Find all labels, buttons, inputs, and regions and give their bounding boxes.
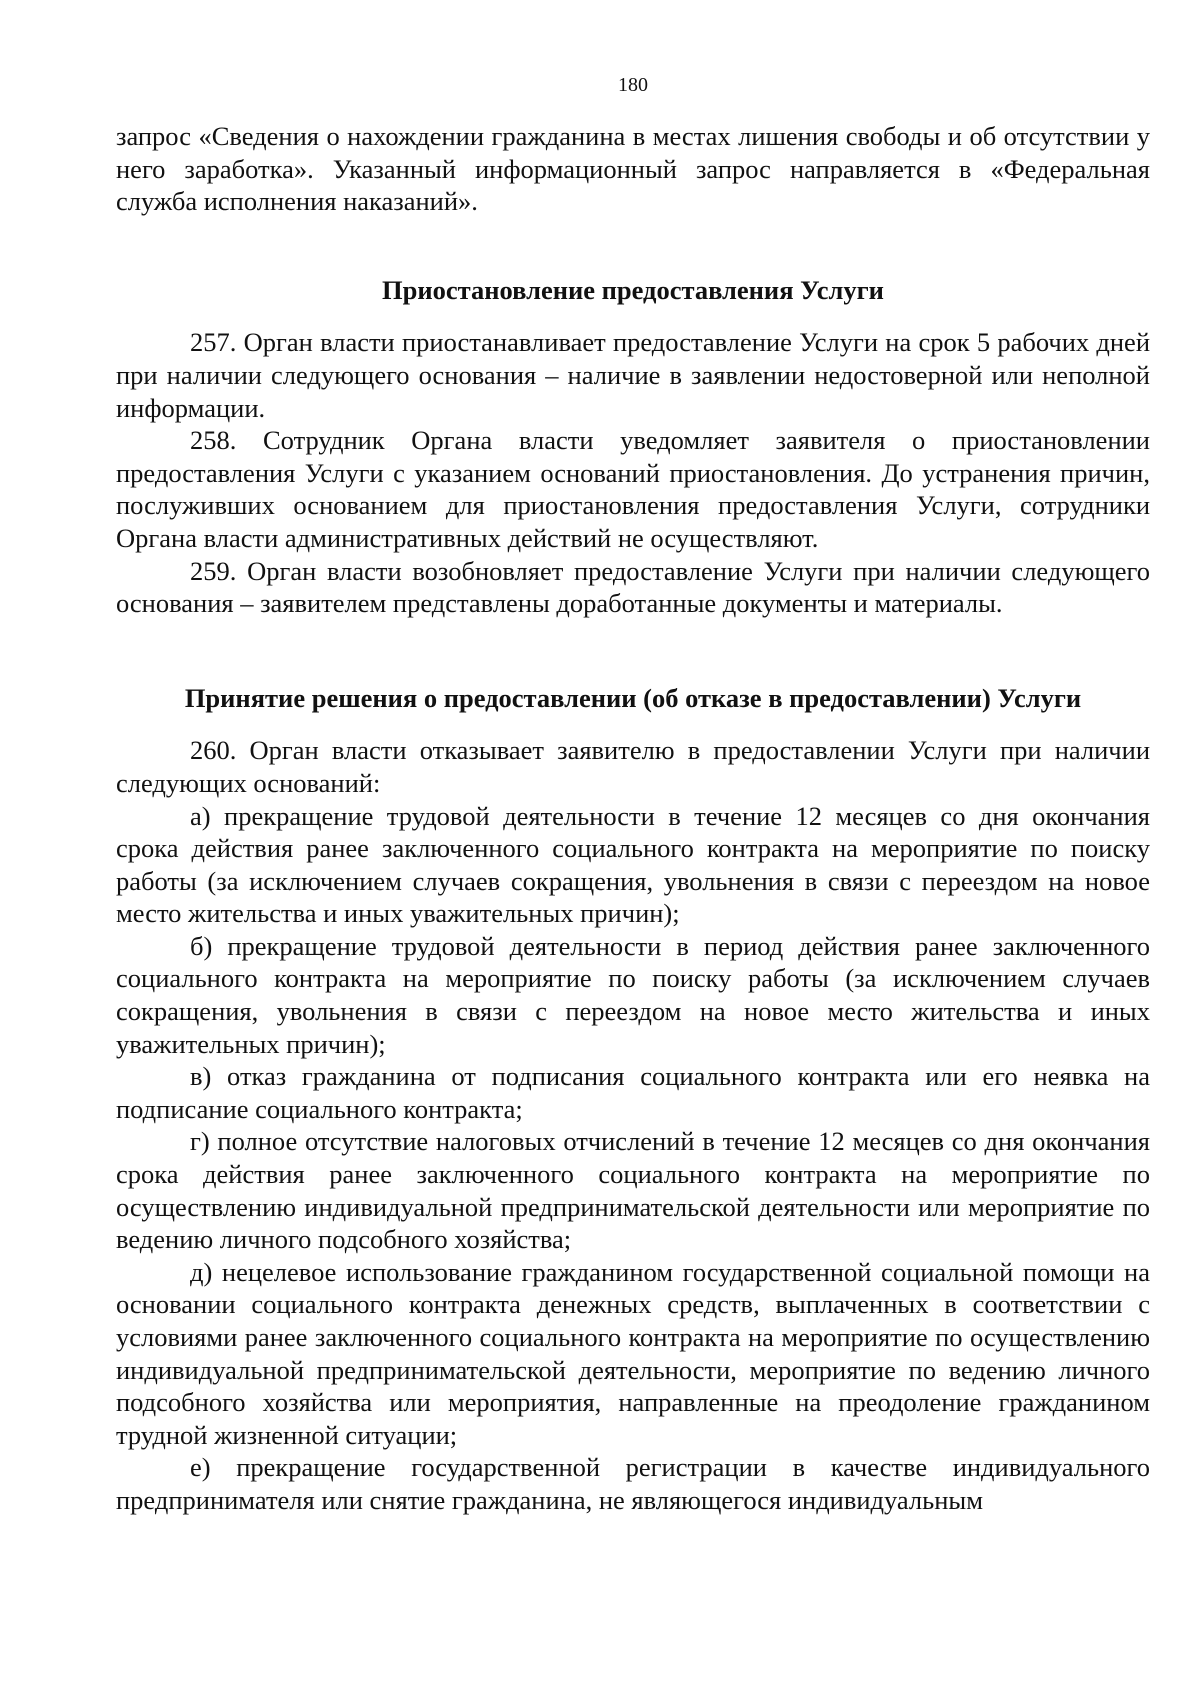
list-item-a: а) прекращение трудовой деятельности в течение 12 месяцев со дня окончания срока действия ранее заключенного социального контракта на мероприятие по поиску работы (за исключением случаев сокращения, увольнения в связи с переездом на новое место жительства и иных уважительных причин); bbox=[116, 800, 1150, 929]
page-number: 180 bbox=[618, 74, 648, 96]
list-item-g: г) полное отсутствие налоговых отчислений в течение 12 месяцев со дня окончания срока действия ранее заключенного социального контракта на мероприятие по осуществлению индивидуальной предпринимательской деятельности или мероприятие по ведению личного подсобного хозяйства; bbox=[116, 1126, 1150, 1255]
paragraph-260: 260. Орган власти отказывает заявителю в предоставлении Услуги при наличии следующих оснований: bbox=[116, 735, 1150, 798]
list-item-b: б) прекращение трудовой деятельности в период действия ранее заключенного социального контракта на мероприятие по поиску работы (за исключением случаев сокращения, увольнения в связи с переездом на новое место жительства и иных уважительных причин); bbox=[116, 930, 1150, 1059]
intro-paragraph: запрос «Сведения о нахождении гражданина в местах лишения свободы и об отсутствии у него заработка». Указанный информационный запрос направляется в «Федеральная служба исполнения наказаний». bbox=[116, 121, 1150, 217]
section-title-decision: Принятие решения о предоставлении (об отказе в предоставлении) Услуги bbox=[184, 682, 1082, 713]
paragraph-258: 258. Сотрудник Органа власти уведомляет заявителя о приостановлении предоставления Услуги с указанием оснований приостановления. До устранения причин, послуживших основанием для приостановления предоставления Услуги, сотрудники Органа власти административных действий не осуществляют. bbox=[116, 425, 1150, 553]
paragraph-259: 259. Орган власти возобновляет предоставление Услуги при наличии следующего основания – заявителем представлены доработанные документы и материалы. bbox=[116, 555, 1150, 619]
list-item-d: д) нецелевое использование гражданином государственной социальной помощи на основании социального контракта денежных средств, выплаченных в соответствии с условиями ранее заключенного социального контракта на мероприятие по осуществлению индивидуальной предпринимательской деятельности, мероприятие по ведению личного подсобного хозяйства или мероприятия, направленные на преодоление гражданином трудной жизненной ситуации; bbox=[116, 1256, 1150, 1450]
paragraph-257: 257. Орган власти приостанавливает предоставление Услуги на срок 5 рабочих дней при наличии следующего основания – наличие в заявлении недостоверной или неполной информации. bbox=[116, 327, 1150, 423]
section-title-suspension: Приостановление предоставления Услуги bbox=[382, 274, 884, 305]
list-item-v: в) отказ гражданина от подписания социального контракта или его неявка на подписание социального контракта; bbox=[116, 1061, 1150, 1124]
list-item-e: е) прекращение государственной регистрации в качестве индивидуального предпринимателя или снятие гражданина, не являющегося индивидуальным bbox=[116, 1452, 1150, 1515]
document-page bbox=[116, 60, 1150, 1517]
